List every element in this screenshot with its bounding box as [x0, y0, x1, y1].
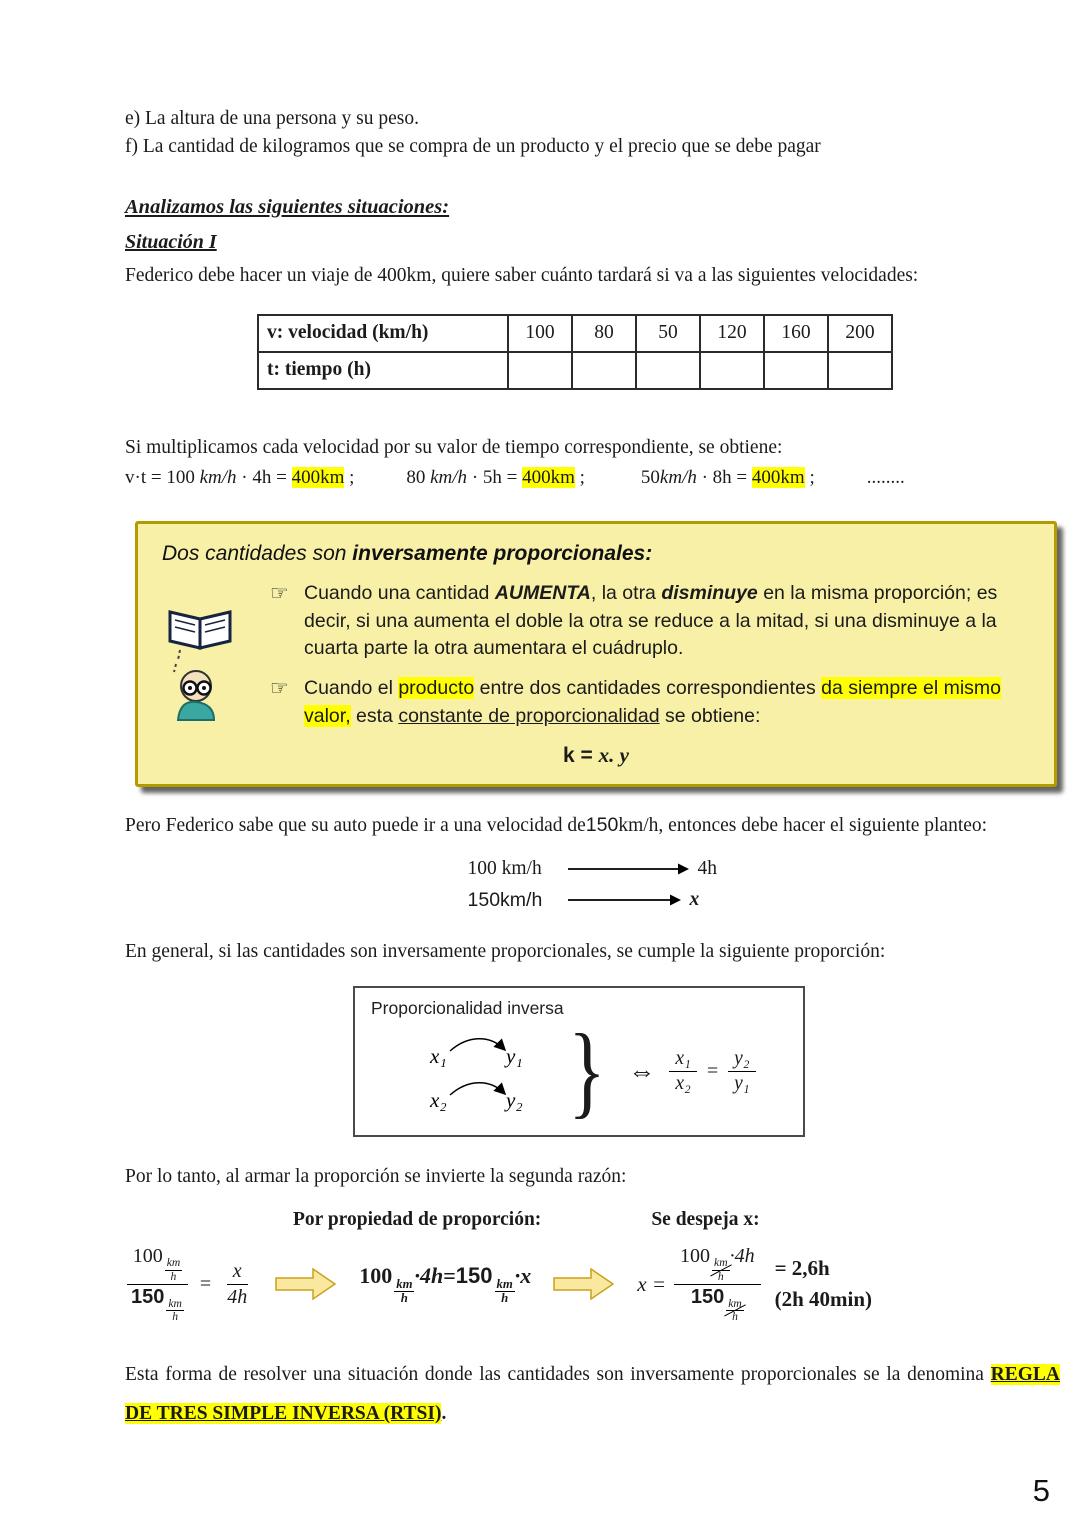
equation-line [125, 467, 1060, 489]
right-arrow-icon [568, 862, 690, 876]
brace-glyph: } [568, 1012, 607, 1128]
list-item-f-text: f) La cantidad de kilogramos que se compra de un producto y el precio que se debe pagar [125, 136, 821, 158]
paragraph-por-lo-tanto [125, 1163, 1060, 1191]
b1-aumenta: AUMENTA [494, 582, 591, 605]
eq2-mid: · 5h = [467, 467, 523, 489]
eq3-mid: · 8h = [696, 467, 752, 489]
bullet-1-text [304, 580, 1030, 663]
solve-labels [125, 1209, 1060, 1231]
paragraph-por-lo-tanto-text: Por lo tanto, al armar la proporción se invierte la segunda razón: [125, 1166, 627, 1188]
heading-situacion-1-text: Situación I [125, 230, 217, 253]
middle-equation [359, 1263, 531, 1305]
solve-den-150: 150 [690, 1285, 725, 1308]
k-formula [162, 743, 1030, 768]
unit-km-h-cancelled [712, 1257, 730, 1282]
eq-dots: ........ [866, 467, 905, 489]
heading-analizamos-text: Analizamos las siguientes situaciones: [125, 195, 450, 218]
unit-km: km [168, 1296, 182, 1310]
k-formula-k: k = [563, 743, 599, 767]
title-part-b: inversamente proporcionales [352, 542, 646, 566]
proportion-figure-label: Proporcionalidad inversa [371, 998, 564, 1019]
unit-km: km [166, 1256, 181, 1270]
eq2-suffix: ; [574, 467, 585, 489]
eq2-prefix: 80 [406, 467, 431, 489]
list-item-e-text: e) La altura de una persona y su peso. [125, 108, 420, 129]
velocity-table [257, 314, 893, 390]
paragraph-general-text: En general, si las cantidades son inversamente proporcionales, se cumple la siguiente proporción: [125, 940, 886, 962]
unit-h: h [717, 1269, 724, 1283]
iff-arrow: ⇔ [628, 1055, 656, 1086]
paragraph-conclusion [125, 1355, 1060, 1433]
eq1-mid: · 4h = [236, 467, 292, 489]
conclusion-a: Esta forma de resolver una situación donde las cantidades son inversamente proporcionales se la denomina [125, 1364, 991, 1386]
eq1-prefix: v·t = 100 [125, 467, 200, 489]
planteo-150: 150km/h [467, 888, 543, 911]
paragraph-situacion-intro-text: Federico debe hacer un viaje de 400km, quiere saber cuánto tardará si va a las siguientes velocidades: [125, 264, 919, 286]
unit-km: km [728, 1296, 742, 1310]
table-cell-v3: 50 [636, 315, 700, 352]
federico-speed: 150 [585, 813, 619, 836]
table-cell-t2 [572, 352, 636, 389]
figure-x2: x₂ [430, 1088, 448, 1113]
unit-km-h [394, 1278, 414, 1306]
planteo-x: x [689, 889, 700, 911]
page-number: 5 [1032, 1473, 1050, 1508]
paragraph-multiplicacion [125, 434, 1060, 461]
planteo-4h: 4h [697, 858, 717, 880]
conclusion-rtsi: REGLA DE TRES SIMPLE INVERSA (RTSI) [125, 1364, 1060, 1425]
frac1-num-100: 100 [132, 1245, 163, 1268]
unit-h: h [172, 1309, 179, 1323]
table-cell-t5 [764, 352, 828, 389]
eq1-suffix: ; [344, 467, 355, 489]
fraction-100-150 [125, 1245, 190, 1323]
unit-km: km [714, 1256, 728, 1270]
proportion-pairs [402, 1021, 562, 1121]
result [775, 1253, 872, 1316]
fraction-solve [674, 1245, 761, 1323]
frac-right-den: y₁ [734, 1072, 750, 1094]
b2-a: Cuando el [304, 677, 399, 700]
pointing-hand-icon: ☞ [270, 582, 289, 606]
unit-km-h [165, 1257, 183, 1282]
planteo-row-2 [468, 885, 758, 916]
table-cell-t6 [828, 352, 892, 389]
b1-a: Cuando una cantidad [304, 582, 495, 605]
conclusion-period: . [441, 1403, 447, 1425]
table-cell-v2: 80 [572, 315, 636, 352]
solution-math-row [125, 1245, 1060, 1323]
unit-km: km [396, 1276, 413, 1291]
paragraph-federico [125, 811, 1060, 840]
k-formula-xy: x. y [598, 742, 629, 767]
mid-4h: ·4h [414, 1263, 444, 1289]
frac1-den [125, 1285, 190, 1323]
figure-equals: = [706, 1059, 719, 1082]
mid-100: 100 [359, 1263, 393, 1289]
fraction-x1-x2 [669, 1048, 696, 1095]
b2-underline-constante: constante de proporcionalidad [398, 704, 660, 727]
frac-left-num: x₁ [669, 1048, 696, 1072]
federico-b: km/h, entonces debe hacer el siguiente planteo: [618, 814, 988, 836]
list-item-e [125, 105, 1060, 133]
planteo-diagram [428, 854, 758, 916]
list-item-f [125, 133, 1060, 161]
solve-num-4h: ·4h [729, 1245, 755, 1268]
unit-h: h [732, 1309, 738, 1323]
table-header-tiempo: t: tiempo (h) [258, 352, 508, 389]
planteo-100: 100 km/h [467, 858, 542, 880]
figure-y2: y₂ [506, 1088, 524, 1113]
figure-x1: x₁ [430, 1044, 448, 1069]
b2-b: entre dos cantidades correspondientes [474, 677, 822, 700]
eq3-prefix: 50 [640, 467, 660, 489]
result-hours: = 2,6h [774, 1255, 830, 1280]
frac-left-den: x₂ [675, 1072, 691, 1094]
equals-sign: = [199, 1272, 212, 1295]
table-cell-t1 [508, 352, 572, 389]
federico-a: Pero Federico sabe que su auto puede ir a una velocidad de [125, 814, 586, 836]
block-arrow-icon [275, 1267, 337, 1301]
eq2-highlight: 400km [522, 467, 575, 489]
eq1-highlight: 400km [291, 467, 345, 489]
mid-eq-sign: = [443, 1263, 456, 1289]
solve-num-100: 100 [680, 1245, 711, 1268]
frac2-den-4h: 4h [227, 1285, 248, 1308]
frac2-num-x: x [227, 1260, 248, 1285]
table-cell-t3 [636, 352, 700, 389]
b2-highlight-valor: da siempre el mismo valor, [304, 677, 1001, 727]
proportion-figure [353, 986, 805, 1137]
table-row-velocity [258, 315, 892, 352]
frac1-den-150: 150 [131, 1285, 165, 1308]
definition-box-title [162, 542, 1030, 566]
planteo-row-1 [468, 854, 758, 885]
solve-num [674, 1245, 761, 1284]
definition-box [135, 521, 1057, 786]
heading-analizamos [125, 196, 1060, 219]
title-part-c: : [645, 542, 653, 566]
reader-icon [162, 602, 242, 728]
solve-den [685, 1285, 750, 1323]
b1-c: , la otra [590, 582, 662, 605]
label-despeja: Se despeja x: [651, 1209, 760, 1231]
title-part-a: Dos cantidades son [162, 542, 353, 566]
eq2-unit: km/h [430, 467, 468, 489]
fraction-x-4h [221, 1260, 253, 1309]
fraction-y2-y1 [728, 1048, 755, 1095]
table-cell-v1: 100 [508, 315, 572, 352]
table-row-tiempo [258, 352, 892, 389]
mid-150: 150 [455, 1263, 493, 1289]
eq3-highlight: 400km [751, 467, 805, 489]
b1-disminuye: disminuye [661, 582, 758, 605]
unit-h: h [501, 1290, 509, 1305]
table-cell-v4: 120 [700, 315, 764, 352]
x-equals: x = [637, 1271, 667, 1296]
bullet-1 [270, 580, 1030, 663]
bullet-2-text [304, 675, 1030, 730]
figure-y1: y₁ [506, 1044, 524, 1069]
frac-right-num: y₂ [728, 1048, 755, 1072]
unit-h: h [400, 1290, 408, 1305]
b2-d: se obtiene: [659, 704, 761, 727]
eq1-unit: km/h [199, 467, 237, 489]
table-cell-v5: 160 [764, 315, 828, 352]
b1-e: en la misma proporción; es decir, si una aumenta el doble la otra se reduce a la mitad, si una disminuye a la cuarta parte la otra aumentara el cuádruplo. [304, 582, 998, 660]
unit-km: km [496, 1276, 513, 1291]
unit-km-h-cancelled [726, 1298, 744, 1323]
frac1-num [127, 1245, 189, 1284]
eq3-unit: km/h [659, 467, 697, 489]
mid-x: ·x [514, 1263, 532, 1289]
b2-highlight-producto: producto [398, 677, 475, 700]
label-propiedad: Por propiedad de proporción: [293, 1209, 542, 1231]
paragraph-situacion-intro [125, 262, 1060, 290]
unit-h: h [170, 1269, 177, 1283]
paragraph-multiplicacion-text: Si multiplicamos cada velocidad por su valor de tiempo correspondiente, se obtiene: [125, 436, 783, 458]
result-minutes: (2h 40min) [774, 1287, 873, 1312]
table-cell-v6: 200 [828, 315, 892, 352]
table-header-velocidad: v: velocidad (km/h) [258, 315, 508, 352]
eq3-suffix: ; [804, 467, 815, 489]
paragraph-general [125, 938, 1060, 966]
heading-situacion-1 [125, 231, 1060, 254]
b2-c: esta [350, 704, 399, 727]
unit-km-h [495, 1278, 515, 1306]
right-arrow-icon [568, 893, 682, 907]
table-cell-t4 [700, 352, 764, 389]
block-arrow-icon [553, 1267, 615, 1301]
unit-km-h [166, 1298, 184, 1323]
pointing-hand-icon: ☞ [270, 677, 289, 701]
bullet-2 [270, 675, 1030, 730]
